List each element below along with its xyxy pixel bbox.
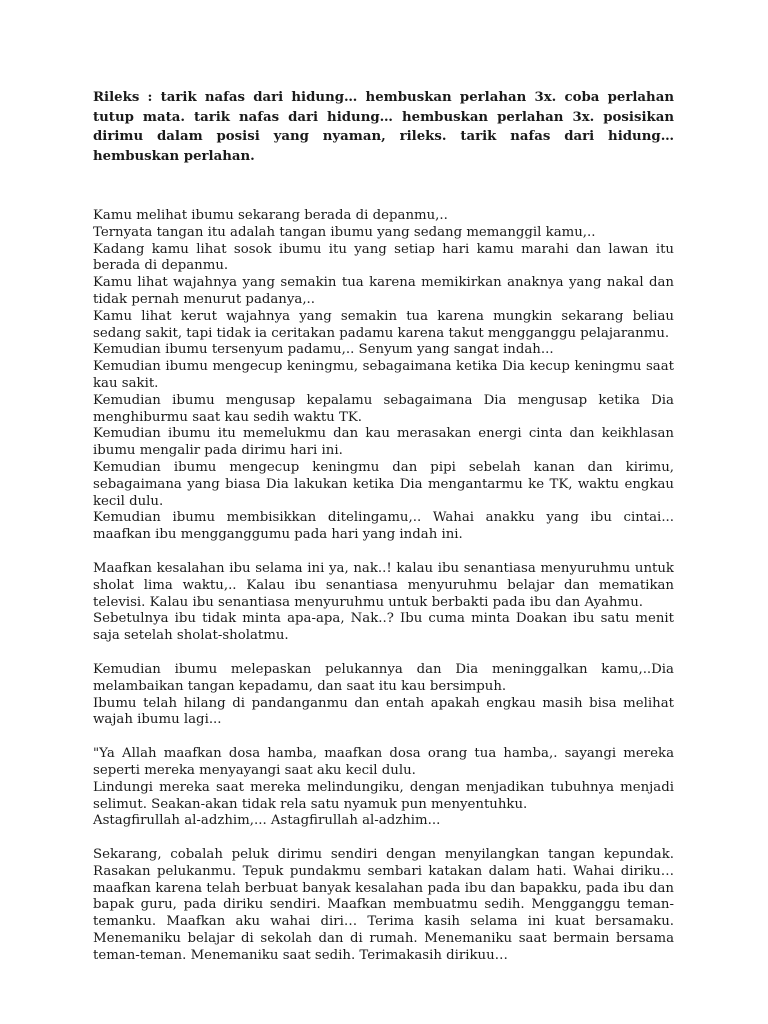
text-line: Maafkan kesalahan ibu selama ini ya, nak..! kalau ibu senantiasa menyuruhmu untuk sholat lima waktu,.. Kalau ibu senantiasa menyuruhmu belajar dan mematikan televisi. Kalau ibu senantiasa menyuruhmu untuk berbakti pada ibu dan Ayahmu. [93,560,674,610]
text-line: Astagfirullah al-adzhim,... Astagfirullah al-adzhim... [93,813,441,829]
text-line: Sekarang, cobalah peluk dirimu sendiri dengan menyilangkan tangan kepundak. Rasakan pelukanmu. Tepuk pundakmu sembari katakan dalam hati. Wahai diriku… maafkan karena telah berbuat banyak kesalahan pada ibu dan bapakku, pada ibu dan bapak guru, pada diriku sendiri. Maafkan membuatmu sedih. Mengganggu teman-temanku. Maafkan aku wahai diri… Terima kasih selama ini kuat bersamaku. Menemaniku belajar di sekolah dan di rumah. Menemaniku saat bermain bersama teman-teman. Menemaniku saat sedih. Terimakasih dirikuu… [93,847,674,963]
text-line: Ternyata tangan itu adalah tangan ibumu yang sedang memanggil kamu,.. [93,224,596,240]
closing-paragraph [93,847,674,965]
text-line: "Ya Allah maafkan dosa hamba, maafkan dosa orang tua hamba,. sayangi mereka seperti mereka menyayangi saat aku kecil dulu. [93,746,674,778]
text-line: Kemudian ibumu melepaskan pelukannya dan Dia meninggalkan kamu,..Dia melambaikan tangan kepadamu, dan saat itu kau bersimpuh. [93,661,674,694]
text-line: Kamu lihat kerut wajahnya yang semakin tua karena mungkin sekarang beliau sedang sakit, tapi tidak ia ceritakan padamu karena takut mengganggu pelajaranmu. [93,308,674,341]
text-line: Kemudian ibumu membisikkan ditelingamu,.. Wahai anakku yang ibu cintai... maafkan ibu mengganggumu pada hari yang indah ini. [93,510,674,543]
text-line: Kadang kamu lihat sosok ibumu itu yang setiap hari kamu marahi dan lawan itu berada di depanmu. [93,241,674,274]
paragraph-block-2 [93,561,674,645]
relaxation-instruction: Rileks : tarik nafas dari hidung… hembuskan perlahan 3x. coba perlahan tutup mata. tarik nafas dari hidung… hembuskan perlahan 3x. posisikan dirimu dalam posisi yang nyaman, rileks. tarik nafas dari hidung… hembuskan perlahan. [93,90,674,164]
paragraph-block-3 [93,662,674,729]
text-line: Kemudian ibumu mengecup keningmu dan pipi sebelah kanan dan kirimu, sebagaimana yang biasa Dia lakukan ketika Dia mengantarmu ke TK, waktu engkau kecil dulu. [93,459,674,509]
text-line: Lindungi mereka saat mereka melindungiku, dengan menjadikan tubuhnya menjadi selimut. Seakan-akan tidak rela satu nyamuk pun menyentuhku. [93,779,674,812]
text-line: Kemudian ibumu itu memelukmu dan kau merasakan energi cinta dan keikhlasan ibumu mengalir pada dirimu hari ini. [93,426,674,459]
text-line: Ibumu telah hilang di pandanganmu dan entah apakah engkau masih bisa melihat wajah ibumu lagi... [93,695,674,728]
document-page [93,88,674,982]
text-line: Kemudian ibumu mengecup keningmu, sebagaimana ketika Dia kecup keningmu saat kau sakit. [93,359,674,391]
text-line: Kamu lihat wajahnya yang semakin tua karena memikirkan anaknya yang nakal dan tidak pernah menurut padanya,.. [93,275,674,307]
prayer-block [93,746,674,830]
text-line: Sebetulnya ibu tidak minta apa-apa, Nak..? Ibu cuma minta Doakan ibu satu menit saja setelah sholat-sholatmu. [93,611,674,644]
text-line: Kemudian ibumu tersenyum padamu,.. Senyum yang sangat indah... [93,342,554,358]
text-line: Kemudian ibumu mengusap kepalamu sebagaimana Dia mengusap ketika Dia menghiburmu saat kau sedih waktu TK. [93,392,674,425]
text-line: Kamu melihat ibumu sekarang berada di depanmu,.. [93,208,448,223]
paragraph-block-1 [93,208,674,544]
